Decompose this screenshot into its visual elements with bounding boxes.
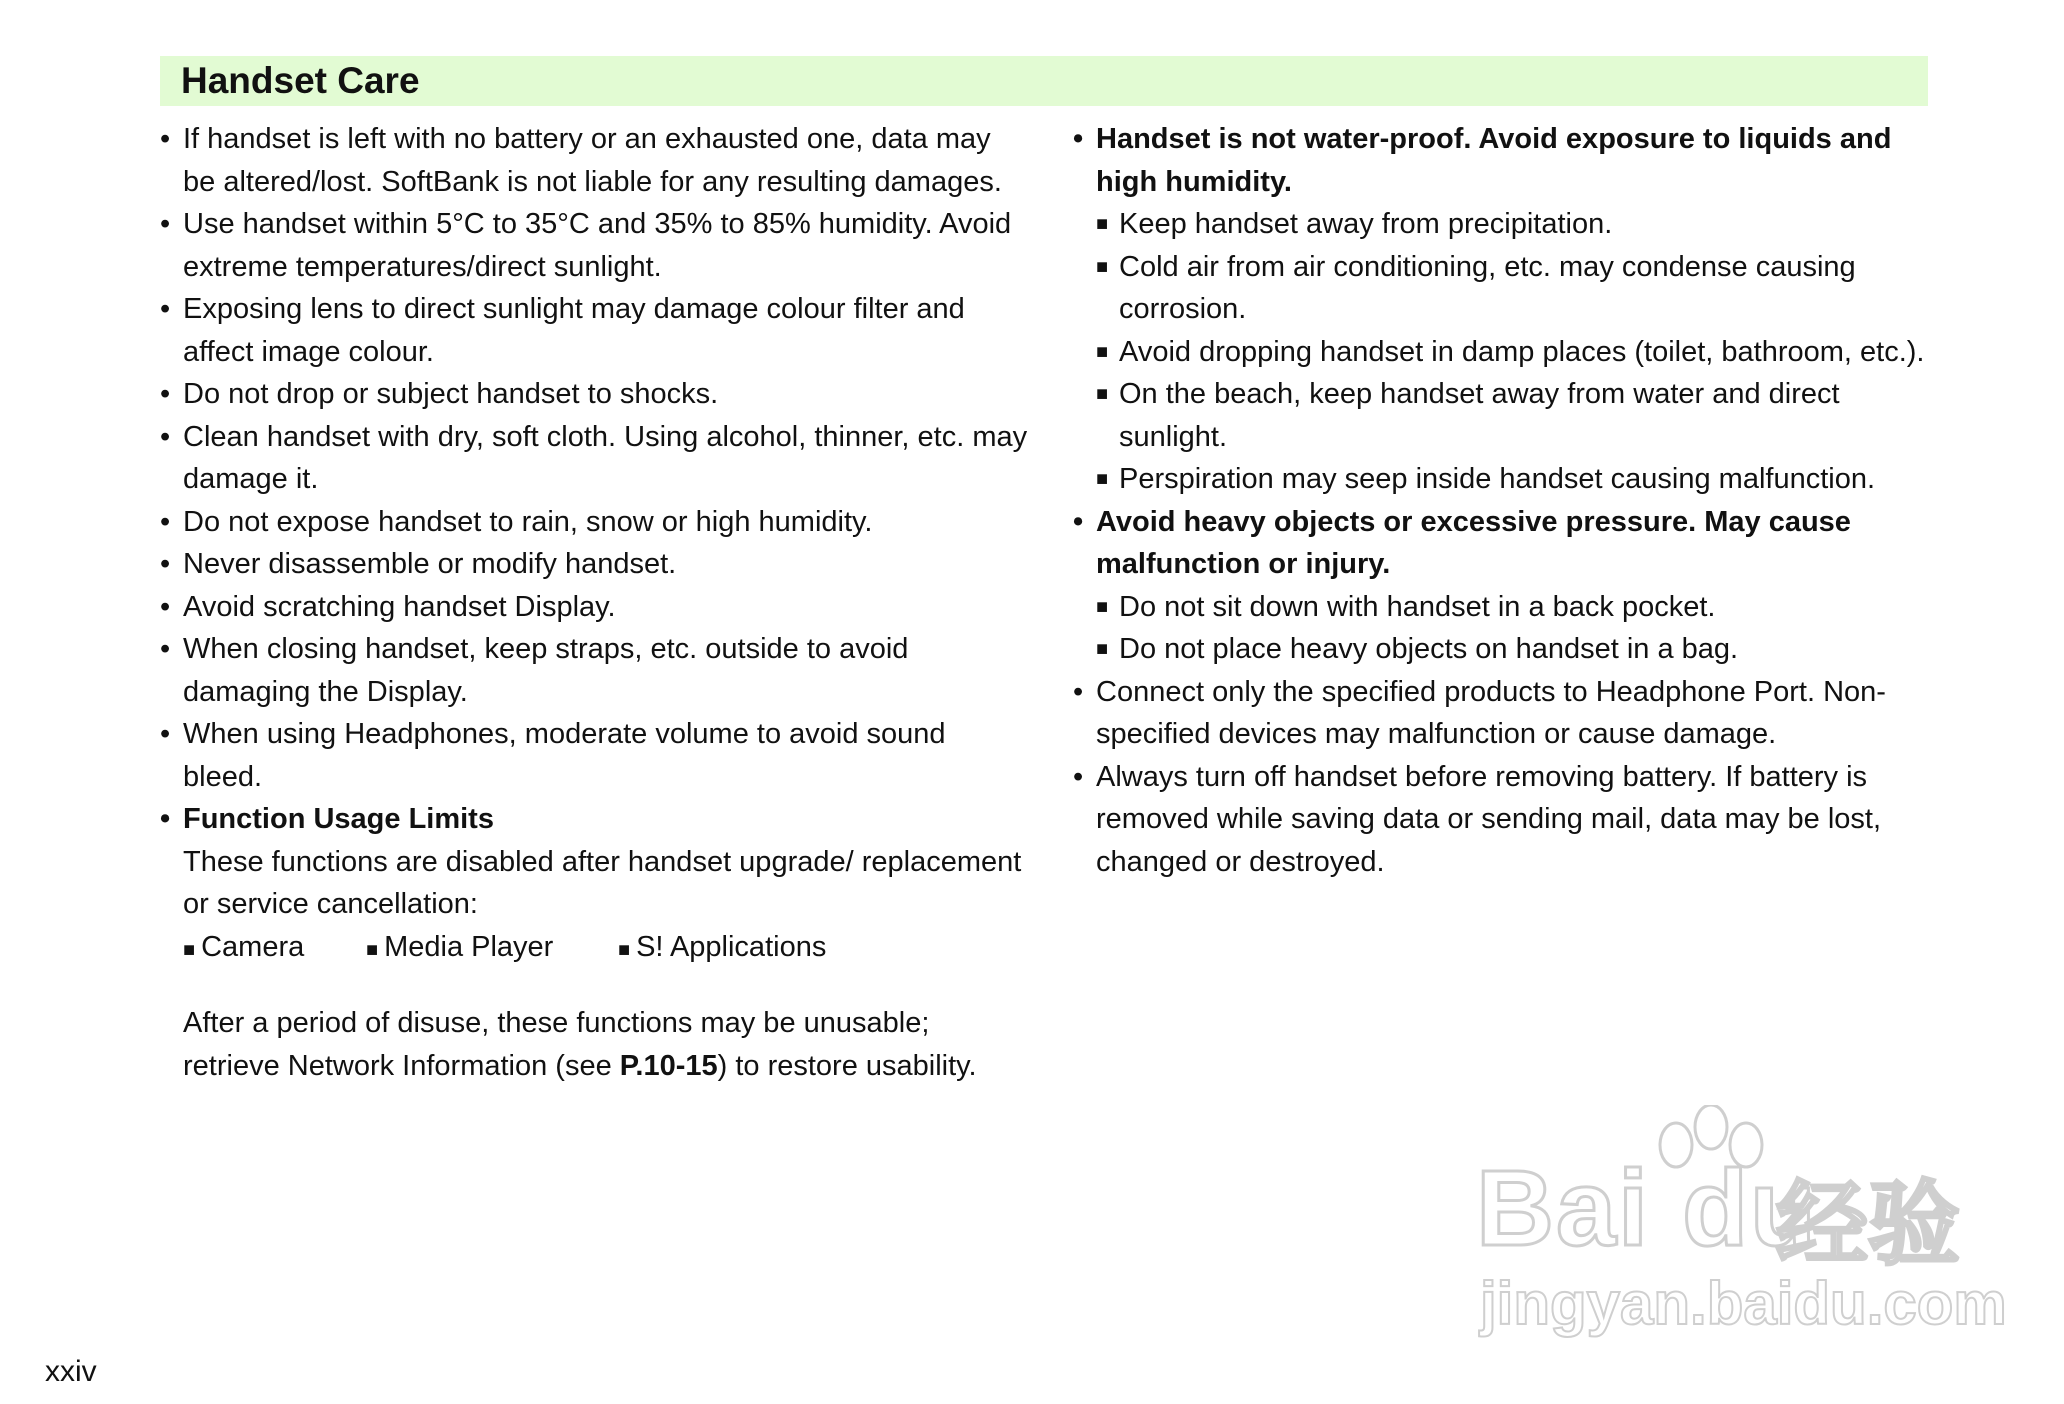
sub-item: ■ Keep handset away from precipitation. (1073, 203, 1933, 246)
function-item: ■ S! Applications (618, 930, 827, 963)
bullet-icon: • (1073, 505, 1084, 538)
watermark-logo: Bai du (1476, 1147, 1819, 1268)
function-list (160, 926, 1030, 972)
bullet-icon: • (160, 123, 171, 155)
bullet-icon: • (1073, 675, 1084, 708)
sub-item: ■ Do not sit down with handset in a back pocket. (1073, 586, 1933, 629)
square-bullet-icon: ■ (1096, 383, 1109, 405)
function-item: ■ Media Player (366, 930, 554, 963)
list-item: • Exposing lens to direct sunlight may damage colour filter and affect image colour. (160, 288, 1030, 373)
sub-item: ■ On the beach, keep handset away from water and direct sunlight. (1073, 373, 1933, 458)
watermark-cn: 经验 (1776, 1174, 1961, 1276)
baidu-watermark (1476, 1105, 2007, 1345)
sub-item: ■ Cold air from air conditioning, etc. may condense causing corrosion. (1073, 246, 1933, 331)
bullet-icon: • (160, 590, 171, 623)
bullet-icon: • (160, 208, 171, 240)
bullet-icon: • (160, 420, 171, 453)
list-item: • When closing handset, keep straps, etc. outside to avoid damaging the Display. (160, 628, 1030, 713)
list-item: • Connect only the specified products to Headphone Port. Non-specified devices may malfunction or cause damage. (1073, 671, 1933, 756)
bullet-icon: • (160, 718, 171, 750)
water-heading: • Handset is not water-proof. Avoid exposure to liquids and high humidity. (1073, 118, 1933, 203)
right-column (1073, 118, 1933, 883)
pressure-heading: • Avoid heavy objects or excessive pressure. May cause malfunction or injury. (1073, 501, 1933, 586)
square-bullet-icon: ■ (1096, 213, 1109, 235)
square-bullet-icon: ■ (183, 938, 196, 961)
page-number: xxiv (45, 1355, 97, 1388)
list-item: • Do not expose handset to rain, snow or high humidity. (160, 501, 1030, 544)
sub-item: ■ Avoid dropping handset in damp places (toilet, bathroom, etc.). (1073, 331, 1933, 374)
square-bullet-icon: ■ (1096, 340, 1109, 363)
section-header (160, 56, 1928, 106)
page-reference: P.10-15 (619, 1049, 718, 1082)
bullet-icon: • (160, 378, 171, 410)
list-item: • Do not drop or subject handset to shocks. (160, 373, 1030, 416)
bullet-icon: • (160, 505, 171, 538)
function-item: ■ Camera (183, 930, 305, 963)
list-item: • Never disassemble or modify handset. (160, 543, 1030, 586)
section-title: Handset Care (181, 60, 420, 101)
bullet-icon: • (160, 633, 171, 665)
disuse-note: After a period of disuse, these functions may be unusable; retrieve Network Information (see P.10-15) to restore usability. (183, 1007, 977, 1082)
list-item: • Avoid scratching handset Display. (160, 586, 1030, 629)
square-bullet-icon: ■ (1096, 468, 1109, 490)
sub-item: ■ Perspiration may seep inside handset causing malfunction. (1073, 458, 1933, 501)
function-limits-heading: • Function Usage Limits (160, 798, 1030, 841)
square-bullet-icon: ■ (366, 938, 379, 961)
square-bullet-icon: ■ (1096, 595, 1109, 618)
list-item: • If handset is left with no battery or an exhausted one, data may be altered/lost. SoftBank is not liable for any resulting damages. (160, 118, 1030, 203)
function-limits-desc: These functions are disabled after handset upgrade/ replacement or service cancellation: (183, 845, 1022, 920)
square-bullet-icon: ■ (1096, 638, 1109, 660)
watermark-domain: jingyan.baidu.com (1480, 1270, 2007, 1337)
left-column (160, 118, 1030, 1087)
square-bullet-icon: ■ (1096, 255, 1109, 278)
list-item: • When using Headphones, moderate volume to avoid sound bleed. (160, 713, 1030, 798)
bullet-icon: • (1073, 760, 1084, 793)
list-item: • Clean handset with dry, soft cloth. Using alcohol, thinner, etc. may damage it. (160, 416, 1030, 501)
bullet-icon: • (160, 293, 171, 325)
bullet-icon: • (160, 803, 171, 835)
sub-item: ■ Do not place heavy objects on handset in a bag. (1073, 628, 1933, 671)
list-item: • Always turn off handset before removing battery. If battery is removed while saving data or sending mail, data may be lost, changed or destroyed. (1073, 756, 1933, 884)
bullet-icon: • (1073, 123, 1084, 155)
list-item: • Use handset within 5°C to 35°C and 35% to 85% humidity. Avoid extreme temperatures/direct sunlight. (160, 203, 1030, 288)
bullet-icon: • (160, 548, 171, 580)
square-bullet-icon: ■ (618, 938, 631, 961)
